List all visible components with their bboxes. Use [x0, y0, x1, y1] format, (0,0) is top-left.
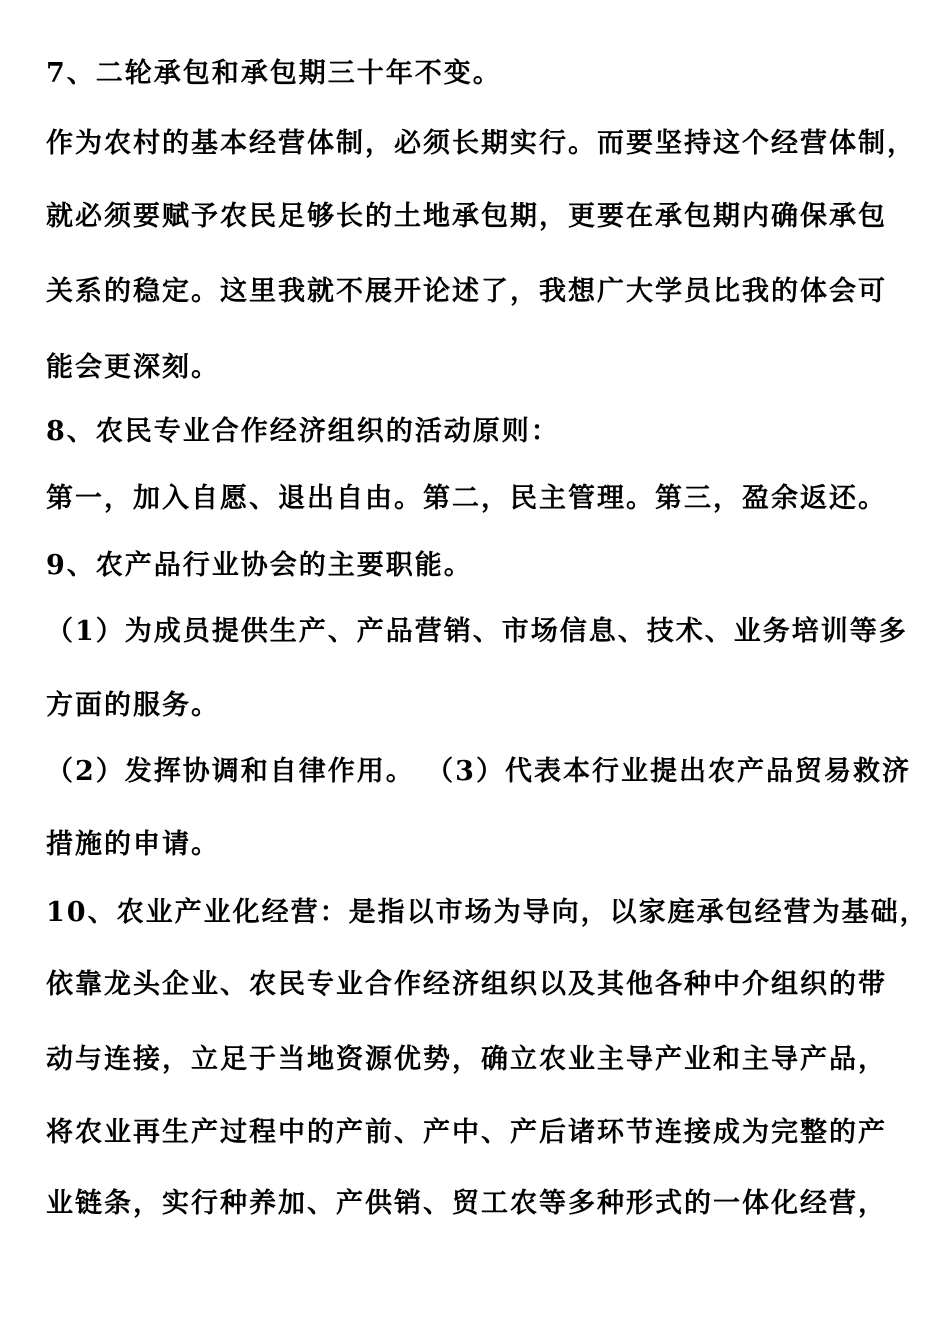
text-line: 依靠龙头企业、农民专业合作经济组织以及其他各种中介组织的带 [46, 969, 887, 1000]
text-line: 作为农村的基本经营体制，必须长期实行。而要坚持这个经营体制， [46, 128, 916, 159]
text-line: 方面的服务。 [46, 690, 220, 721]
text-line: 就必须要赋予农民足够长的土地承包期，更要在承包期内确保承包 [46, 201, 887, 232]
text-line: 业链条，实行种养加、产供销、贸工农等多种形式的一体化经营， [46, 1188, 887, 1219]
text-line: 将农业再生产过程中的产前、产中、产后诸环节连接成为完整的产 [46, 1117, 887, 1148]
text-line: 能会更深刻。 [46, 352, 220, 383]
text-line: 10、农业产业化经营：是指以市场为导向，以家庭承包经营为基础， [46, 897, 929, 928]
text-line: 9、农产品行业协会的主要职能。 [46, 550, 473, 581]
text-line: 第一，加入自愿、退出自由。第二，民主管理。第三，盈余返还。 [46, 483, 887, 514]
text-line: 7、二轮承包和承包期三十年不变。 [46, 58, 502, 89]
text-line: （1）为成员提供生产、产品营销、市场信息、技术、业务培训等多 [46, 616, 908, 647]
text-line: 措施的申请。 [46, 829, 220, 860]
text-line: （2）发挥协调和自律作用。 （3）代表本行业提出农产品贸易救济 [46, 756, 911, 787]
text-line: 8、农民专业合作经济组织的活动原则： [46, 416, 560, 447]
text-line: 关系的稳定。这里我就不展开论述了，我想广大学员比我的体会可 [46, 276, 887, 307]
text-line: 动与连接，立足于当地资源优势，确立农业主导产业和主导产品， [46, 1044, 887, 1075]
